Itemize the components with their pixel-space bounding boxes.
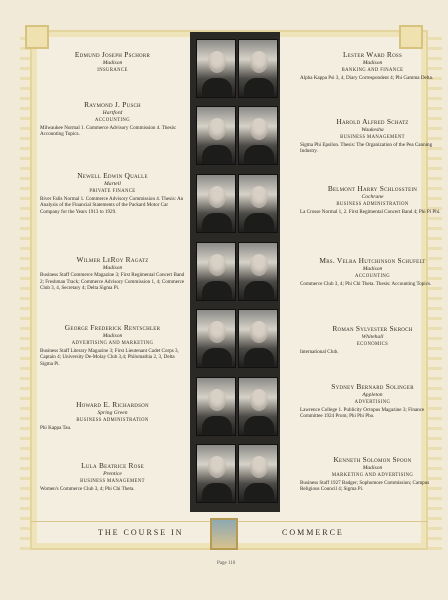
- entry-3: Newell Edwin Qualle Martell PRIVATE FINANCE River Falls Normal 1. Commerce Advisory Commission 4. Thesis: An Analysis of the Financial Statements of the Packard Motor Car Company for the Years 1913 to 1929.: [40, 171, 184, 215]
- portrait-1-left: [196, 39, 236, 98]
- center-ornament: [210, 518, 238, 550]
- entry-5: George Frederick Rentschler Madison ADVERTISING AND MARKETING Business Staff Literary Magazine 3; First Lieutenant Cadet Corps 3, Captain 4; University De-Molay Club 3,4; Philomathia 2, 3, Delta Sigma Pi.: [40, 323, 179, 367]
- top-left-corner-ornament: [25, 25, 49, 49]
- entry-13: Sydney Bernard Solinger Appleton ADVERTISING Lawrence College 1. Publicity Octopus Magazine 3; Finance Committee 1924 Prom; Phi Phi Pho.: [300, 382, 425, 420]
- portrait-2-left: [196, 106, 236, 165]
- portrait-7-left: [196, 444, 236, 503]
- portrait-4-left: [196, 242, 236, 301]
- entry-10: Belmont Harry Schlosstein Cochrane BUSINESS ADMINISTRATION La Crosse Normal 1, 2. First Regimental Concert Band 4; Phi Pi Phi.: [300, 184, 441, 216]
- entry-11: Mrs. Velra Hutchinson Schufelt Madison ACCOUNTING Commerce Club 3, 4; Phi Chi Theta. Thesis: Accounting Topics.: [300, 256, 432, 288]
- portrait-3-right: [238, 174, 278, 233]
- entry-14: Kenneth Solomon Spoon Madison MARKETING AND ADVERTISING Business Staff 1927 Badger; Sophomore Commission; Campus Religious Council 4; Sigma Pi.: [300, 455, 430, 493]
- portrait-5-left: [196, 309, 236, 368]
- entry-7: Lula Beatrice Rose Prentice BUSINESS MANAGEMENT Women's Commerce Club 3, 4; Phi Chi Theta.: [40, 461, 145, 493]
- entry-12: Roman Sylvester Skroch Whitehall ECONOMICS International Club.: [300, 324, 413, 356]
- portrait-6-right: [238, 377, 278, 436]
- page-number: Page 110: [217, 561, 236, 566]
- entry-6: Howard E. Richardson Spring Green BUSINESS ADMINISTRATION Phi Kappa Tau.: [40, 400, 149, 432]
- portrait-1-right: [238, 39, 278, 98]
- portrait-5-right: [238, 309, 278, 368]
- portrait-3-left: [196, 174, 236, 233]
- entry-8: Lester Ward Ross Madison BANKING AND FINANCE Alpha Kappa Psi 3, 4, Diary Correspondent 4; Phi Gamma Delta.: [300, 50, 434, 82]
- footer-right-text: COMMERCE: [282, 528, 344, 537]
- entry-4: Wilmer LeRoy Ragatz Madison Business Staff Commerce Magazine 3; First Regimental Concert Band 2; Freshman Track; Commerce Advisory Commission 1, 4; Commerce Club 3, 4, Secretary 4; Delta Sigma Pi.: [40, 255, 185, 291]
- footer-left-text: THE COURSE IN: [98, 528, 184, 537]
- portrait-4-right: [238, 242, 278, 301]
- top-right-corner-ornament: [399, 25, 423, 49]
- portrait-2-right: [238, 106, 278, 165]
- entry-9: Harold Alfred Schatz Waukesha BUSINESS MANAGEMENT Sigma Phi Epsilon. Thesis: The Organization of the Pea Canning Industry.: [300, 117, 433, 155]
- portrait-6-left: [196, 377, 236, 436]
- entry-1: Edmund Joseph Pschorr Madison INSURANCE: [74, 50, 151, 74]
- entry-2: Raymond J. Pusch Hartford ACCOUNTING Milwaukee Normal 1. Commerce Advisory Commission 4. Thesis: Accounting Topics.: [40, 100, 177, 138]
- portrait-7-right: [238, 444, 278, 503]
